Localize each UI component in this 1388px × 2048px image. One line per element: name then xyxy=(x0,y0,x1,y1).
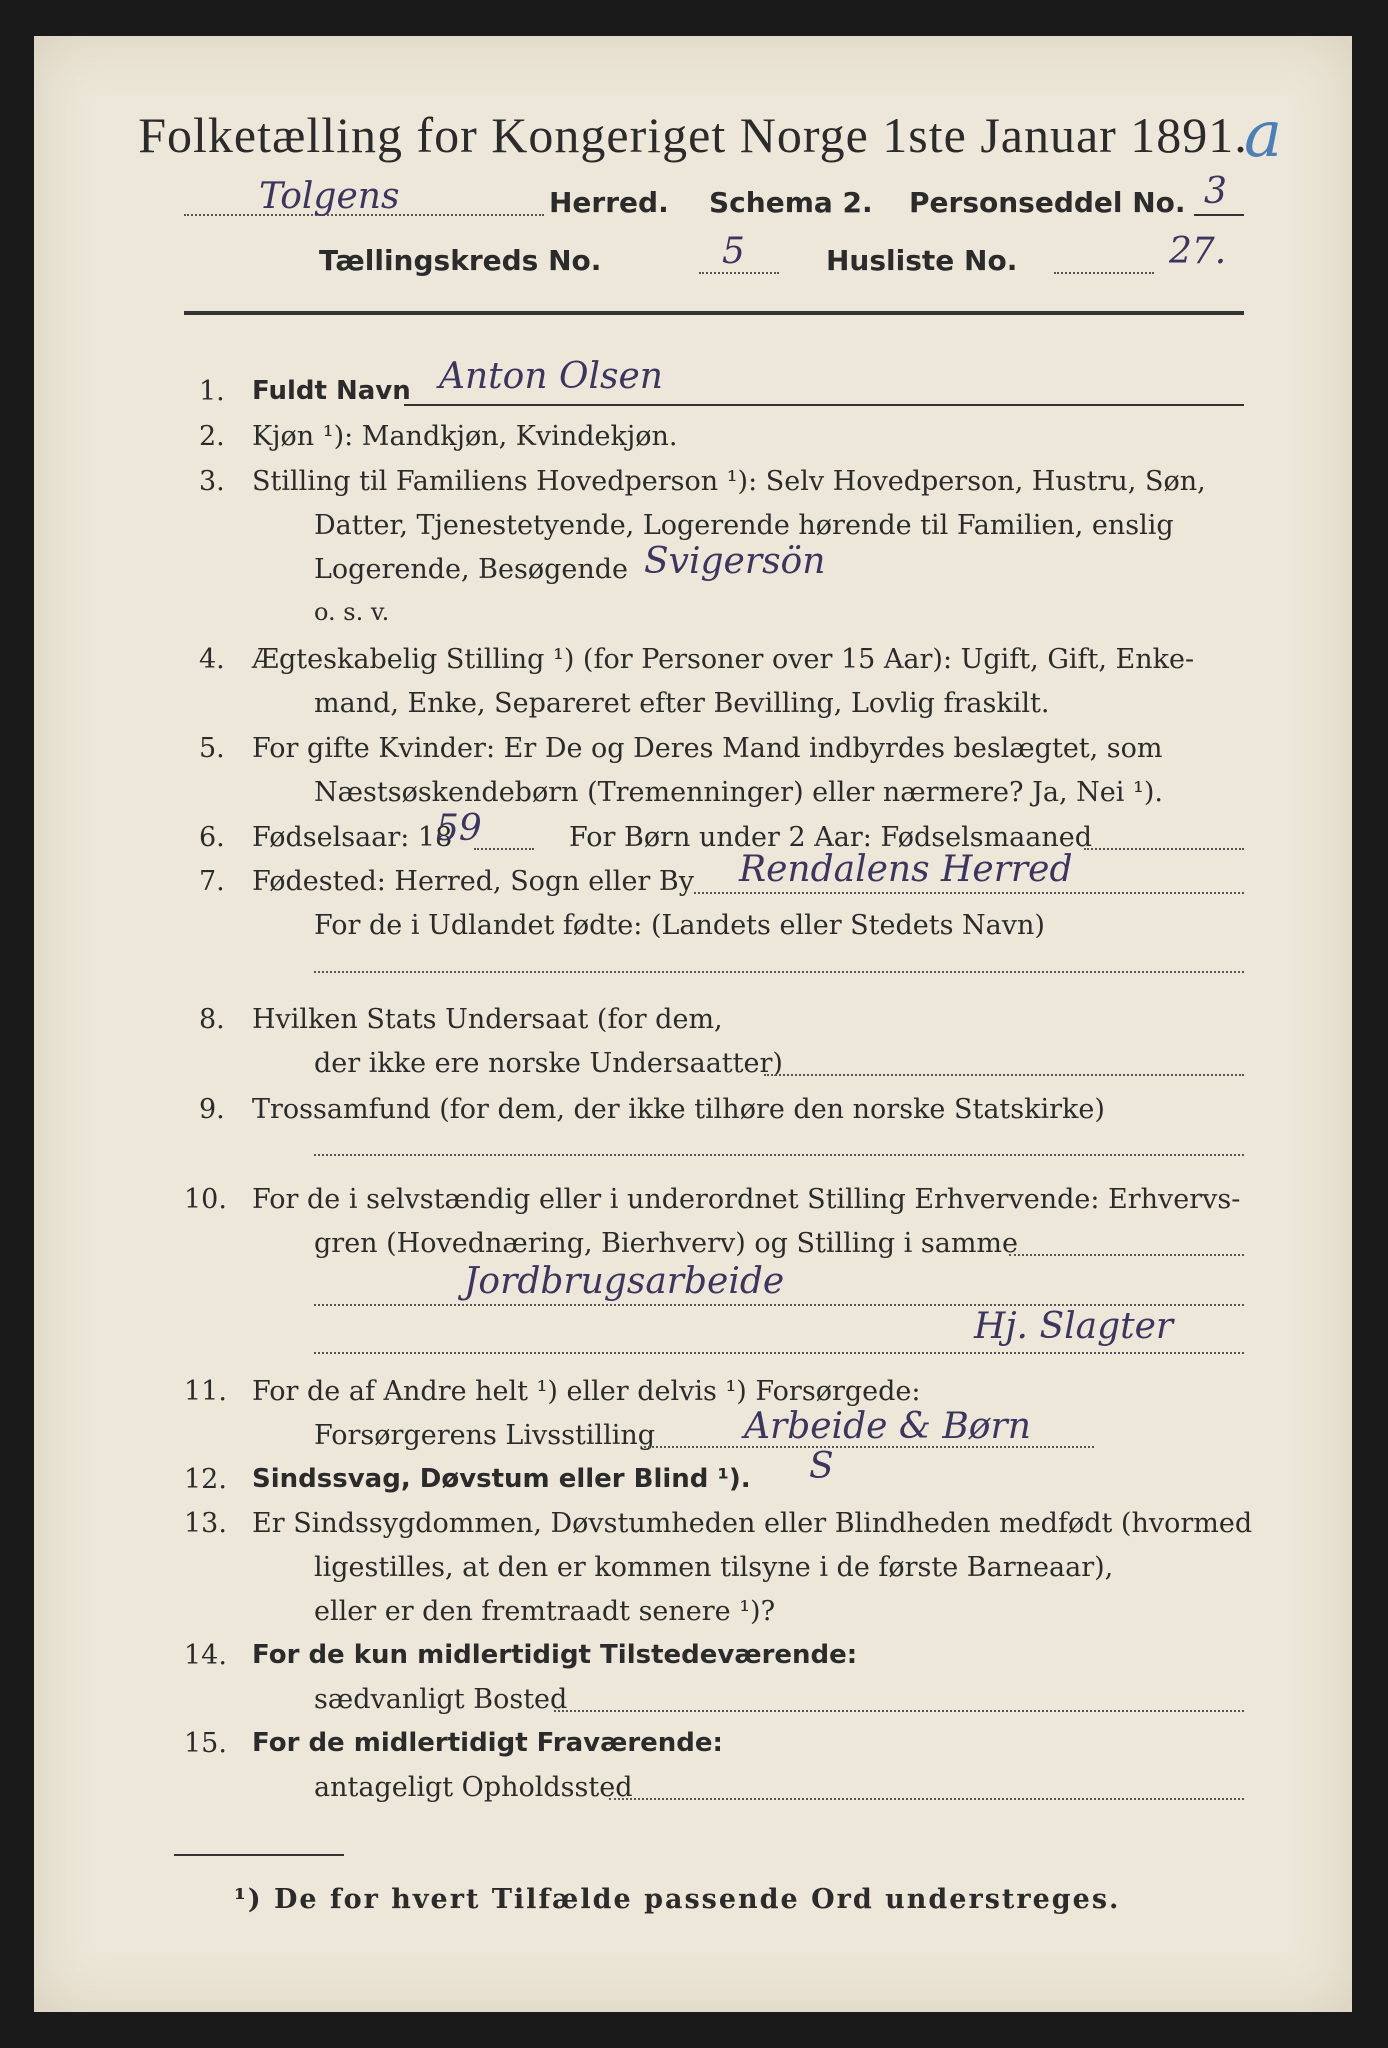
item-15-dotline xyxy=(609,1798,1244,1800)
item-11-value: Arbeide & Børn xyxy=(744,1406,1031,1447)
item-5-number: 5. xyxy=(199,733,225,764)
item-13-number: 13. xyxy=(184,1508,227,1539)
item-14-line2: sædvanligt Bosted xyxy=(314,1684,568,1715)
item-3-value: Svigersön xyxy=(644,541,826,582)
item-10-number: 10. xyxy=(184,1184,227,1215)
item-8-line2: der ikke ere norske Undersaatter) xyxy=(314,1048,783,1079)
item-14-number: 14. xyxy=(184,1640,227,1671)
item-7-dotline xyxy=(694,892,1244,894)
item-10-dotline3 xyxy=(314,1352,1244,1354)
item-1-value: Anton Olsen xyxy=(439,356,663,397)
item-2-number: 2. xyxy=(199,421,225,452)
item-6-dotline xyxy=(474,848,534,850)
item-12-number: 12. xyxy=(184,1464,227,1495)
item-4-line1: Ægteskabelig Stilling ¹) (for Personer over 15 Aar): Ugift, Gift, Enke- xyxy=(252,644,1195,675)
item-12-value: S xyxy=(809,1446,834,1487)
item-7-value: Rendalens Herred xyxy=(739,849,1073,890)
item-13-line3: eller er den fremtraadt senere ¹)? xyxy=(314,1596,776,1627)
item-10-dotline1 xyxy=(1009,1254,1244,1256)
item-3-line4: o. s. v. xyxy=(314,598,390,626)
item-11-number: 11. xyxy=(184,1376,227,1407)
husliste-label: Husliste No. xyxy=(826,244,1018,277)
husliste-dotline xyxy=(1054,272,1154,274)
item-7-line2: For de i Udlandet fødte: (Landets eller Stedets Navn) xyxy=(314,910,1045,941)
husliste-value: 27. xyxy=(1169,231,1227,272)
item-8-number: 8. xyxy=(199,1004,225,1035)
kreds-dotline xyxy=(699,272,779,274)
item-4-number: 4. xyxy=(199,644,225,675)
item-14-line1: For de kun midlertidigt Tilstedeværende: xyxy=(252,1640,858,1670)
item-9-dotline xyxy=(314,1154,1244,1156)
schema-label: Schema 2. xyxy=(709,186,873,219)
item-7-number: 7. xyxy=(199,866,225,897)
archive-stamp: a xyxy=(1244,98,1283,172)
item-10-value2: Hj. Slagter xyxy=(974,1306,1174,1347)
item-6-value: 59 xyxy=(436,808,482,849)
item-7-dotline2 xyxy=(314,971,1244,973)
item-10-line1: For de i selvstændig eller i underordnet Stilling Erhvervende: Erhvervs- xyxy=(252,1184,1241,1215)
item-1-number: 1. xyxy=(199,376,225,407)
personseddel-value: 3 xyxy=(1204,171,1227,212)
item-4-line2: mand, Enke, Separeret efter Bevilling, Lovlig fraskilt. xyxy=(314,688,1050,719)
item-6-number: 6. xyxy=(199,822,225,853)
item-15-number: 15. xyxy=(184,1728,227,1759)
item-8-dotline xyxy=(764,1074,1244,1076)
item-11-line1: For de af Andre helt ¹) eller delvis ¹) Forsørgede: xyxy=(252,1376,921,1407)
personseddel-line xyxy=(1194,214,1244,216)
item-5-line1: For gifte Kvinder: Er De og Deres Mand indbyrdes beslægtet, som xyxy=(252,733,1163,764)
herred-value: Tolgens xyxy=(259,176,400,217)
item-15-line2: antageligt Opholdssted xyxy=(314,1772,633,1803)
item-1-label: Fuldt Navn xyxy=(252,376,411,406)
footnote-rule xyxy=(174,1854,344,1856)
kreds-value: 5 xyxy=(722,231,745,272)
form-title: Folketælling for Kongeriget Norge 1ste Januar 1891. xyxy=(138,107,1248,163)
item-7-label: Fødested: Herred, Sogn eller By xyxy=(252,866,695,897)
item-13-line2: ligestilles, at den er kommen tilsyne i de første Barneaar), xyxy=(314,1552,1114,1583)
item-6-dotline2 xyxy=(1084,848,1244,850)
item-14-dotline xyxy=(554,1710,1244,1712)
herred-label: Herred. xyxy=(549,186,669,219)
item-10-line2: gren (Hovednæring, Bierhverv) og Stilling i samme xyxy=(314,1228,1019,1259)
kreds-label: Tællingskreds No. xyxy=(319,244,602,277)
header-rule xyxy=(184,311,1244,315)
item-9-number: 9. xyxy=(199,1094,225,1125)
item-1-line xyxy=(404,404,1244,406)
item-3-line1: Stilling til Familiens Hovedperson ¹): Selv Hovedperson, Hustru, Søn, xyxy=(252,466,1206,497)
item-13-line1: Er Sindssygdommen, Døvstumheden eller Blindheden medfødt (hvormed xyxy=(252,1508,1253,1539)
item-8-line1: Hvilken Stats Undersaat (for dem, xyxy=(252,1004,723,1035)
item-2-label: Kjøn ¹): Mandkjøn, Kvindekjøn. xyxy=(252,421,678,452)
item-12-line1: Sindssvag, Døvstum eller Blind ¹). xyxy=(252,1464,751,1494)
item-15-line1: For de midlertidigt Fraværende: xyxy=(252,1728,723,1758)
item-5-line2: Næstsøskendebørn (Tremenninger) eller nærmere? Ja, Nei ¹). xyxy=(314,777,1163,808)
census-form xyxy=(34,36,1352,2012)
footnote: ¹) De for hvert Tilfælde passende Ord understreges. xyxy=(234,1884,1121,1915)
item-3-number: 3. xyxy=(199,466,225,497)
personseddel-label: Personseddel No. xyxy=(909,186,1186,219)
item-11-line2: Forsørgerens Livsstilling xyxy=(314,1420,656,1451)
item-3-line2: Datter, Tjenestetyende, Logerende hørende til Familien, enslig xyxy=(314,510,1174,541)
item-6-label2: For Børn under 2 Aar: Fødselsmaaned xyxy=(569,822,1093,853)
item-6-label: Fødselsaar: 18 xyxy=(252,822,453,853)
item-3-line3: Logerende, Besøgende xyxy=(314,554,628,585)
item-9-line1: Trossamfund (for dem, der ikke tilhøre den norske Statskirke) xyxy=(252,1094,1105,1125)
item-10-value1: Jordbrugsarbeide xyxy=(464,1261,785,1302)
